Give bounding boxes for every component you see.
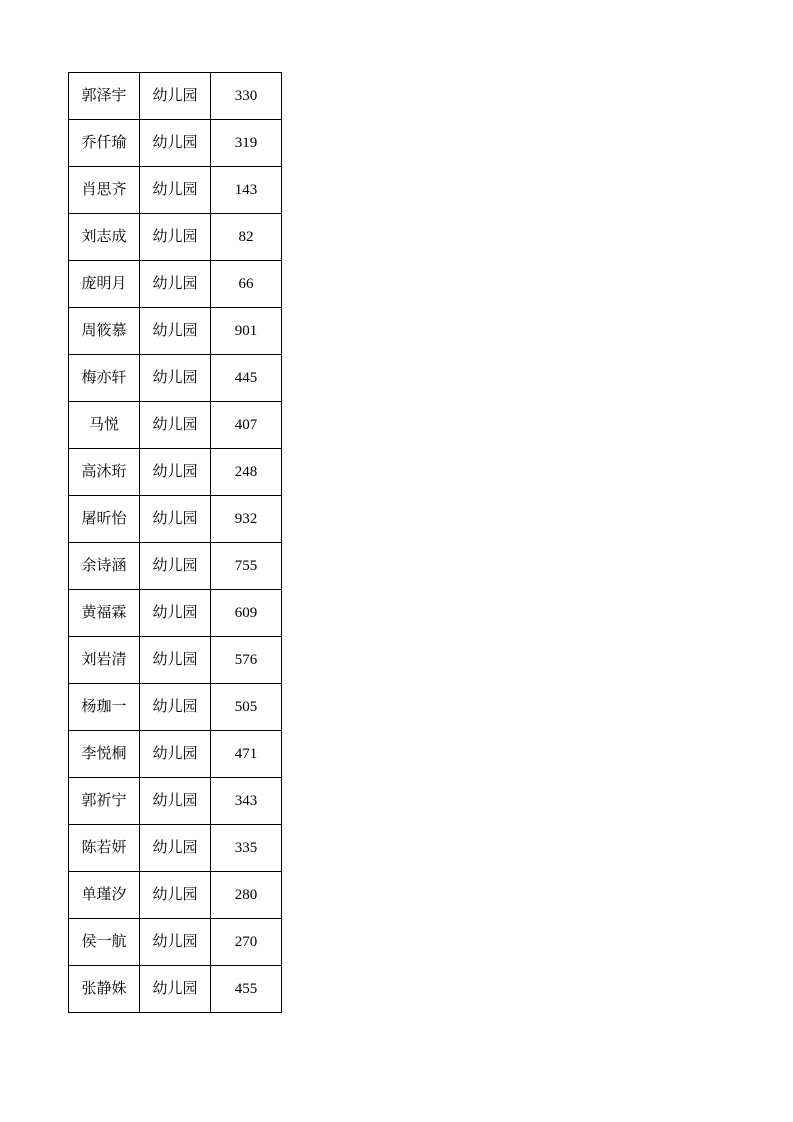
cell-category: 幼儿园 bbox=[140, 543, 211, 590]
cell-name: 周筱慕 bbox=[69, 308, 140, 355]
cell-name: 张静姝 bbox=[69, 966, 140, 1013]
cell-name: 李悦桐 bbox=[69, 731, 140, 778]
table-row bbox=[69, 214, 282, 261]
cell-name: 侯一航 bbox=[69, 919, 140, 966]
cell-category: 幼儿园 bbox=[140, 684, 211, 731]
cell-name: 肖思齐 bbox=[69, 167, 140, 214]
cell-value: 755 bbox=[211, 543, 282, 590]
cell-category: 幼儿园 bbox=[140, 590, 211, 637]
cell-value: 445 bbox=[211, 355, 282, 402]
cell-value: 407 bbox=[211, 402, 282, 449]
table-row bbox=[69, 590, 282, 637]
cell-name: 高沐珩 bbox=[69, 449, 140, 496]
cell-category: 幼儿园 bbox=[140, 825, 211, 872]
cell-category: 幼儿园 bbox=[140, 778, 211, 825]
cell-name: 庞明月 bbox=[69, 261, 140, 308]
cell-category: 幼儿园 bbox=[140, 731, 211, 778]
cell-category: 幼儿园 bbox=[140, 872, 211, 919]
cell-name: 乔仟瑜 bbox=[69, 120, 140, 167]
cell-value: 455 bbox=[211, 966, 282, 1013]
cell-name: 黄福霖 bbox=[69, 590, 140, 637]
table-row bbox=[69, 402, 282, 449]
cell-category: 幼儿园 bbox=[140, 496, 211, 543]
cell-category: 幼儿园 bbox=[140, 637, 211, 684]
cell-name: 郭泽宇 bbox=[69, 73, 140, 120]
cell-value: 343 bbox=[211, 778, 282, 825]
cell-value: 505 bbox=[211, 684, 282, 731]
cell-value: 143 bbox=[211, 167, 282, 214]
cell-name: 郭祈宁 bbox=[69, 778, 140, 825]
cell-value: 248 bbox=[211, 449, 282, 496]
table-row bbox=[69, 825, 282, 872]
cell-value: 330 bbox=[211, 73, 282, 120]
table-row bbox=[69, 731, 282, 778]
cell-value: 471 bbox=[211, 731, 282, 778]
table-row bbox=[69, 120, 282, 167]
cell-category: 幼儿园 bbox=[140, 73, 211, 120]
cell-category: 幼儿园 bbox=[140, 308, 211, 355]
cell-name: 刘岩清 bbox=[69, 637, 140, 684]
cell-name: 马悦 bbox=[69, 402, 140, 449]
cell-name: 刘志成 bbox=[69, 214, 140, 261]
table-row bbox=[69, 73, 282, 120]
table-row bbox=[69, 167, 282, 214]
cell-name: 梅亦轩 bbox=[69, 355, 140, 402]
cell-name: 屠昕怡 bbox=[69, 496, 140, 543]
table-row bbox=[69, 966, 282, 1013]
cell-category: 幼儿园 bbox=[140, 261, 211, 308]
cell-name: 杨珈一 bbox=[69, 684, 140, 731]
cell-category: 幼儿园 bbox=[140, 214, 211, 261]
table-row bbox=[69, 449, 282, 496]
cell-category: 幼儿园 bbox=[140, 402, 211, 449]
cell-category: 幼儿园 bbox=[140, 919, 211, 966]
cell-category: 幼儿园 bbox=[140, 966, 211, 1013]
cell-value: 609 bbox=[211, 590, 282, 637]
cell-category: 幼儿园 bbox=[140, 355, 211, 402]
cell-value: 82 bbox=[211, 214, 282, 261]
table-row bbox=[69, 637, 282, 684]
table-row bbox=[69, 684, 282, 731]
table-row bbox=[69, 308, 282, 355]
student-data-table bbox=[68, 72, 282, 1013]
table-row bbox=[69, 496, 282, 543]
table-row bbox=[69, 872, 282, 919]
cell-value: 335 bbox=[211, 825, 282, 872]
table-body bbox=[69, 73, 282, 1013]
cell-value: 576 bbox=[211, 637, 282, 684]
cell-name: 陈若妍 bbox=[69, 825, 140, 872]
cell-category: 幼儿园 bbox=[140, 449, 211, 496]
cell-value: 319 bbox=[211, 120, 282, 167]
table-container bbox=[68, 72, 282, 1013]
cell-value: 66 bbox=[211, 261, 282, 308]
table-row bbox=[69, 543, 282, 590]
cell-name: 单瑾汐 bbox=[69, 872, 140, 919]
cell-name: 余诗涵 bbox=[69, 543, 140, 590]
cell-value: 270 bbox=[211, 919, 282, 966]
table-row bbox=[69, 261, 282, 308]
cell-value: 280 bbox=[211, 872, 282, 919]
table-row bbox=[69, 778, 282, 825]
table-row bbox=[69, 355, 282, 402]
cell-value: 932 bbox=[211, 496, 282, 543]
cell-value: 901 bbox=[211, 308, 282, 355]
cell-category: 幼儿园 bbox=[140, 120, 211, 167]
cell-category: 幼儿园 bbox=[140, 167, 211, 214]
table-row bbox=[69, 919, 282, 966]
